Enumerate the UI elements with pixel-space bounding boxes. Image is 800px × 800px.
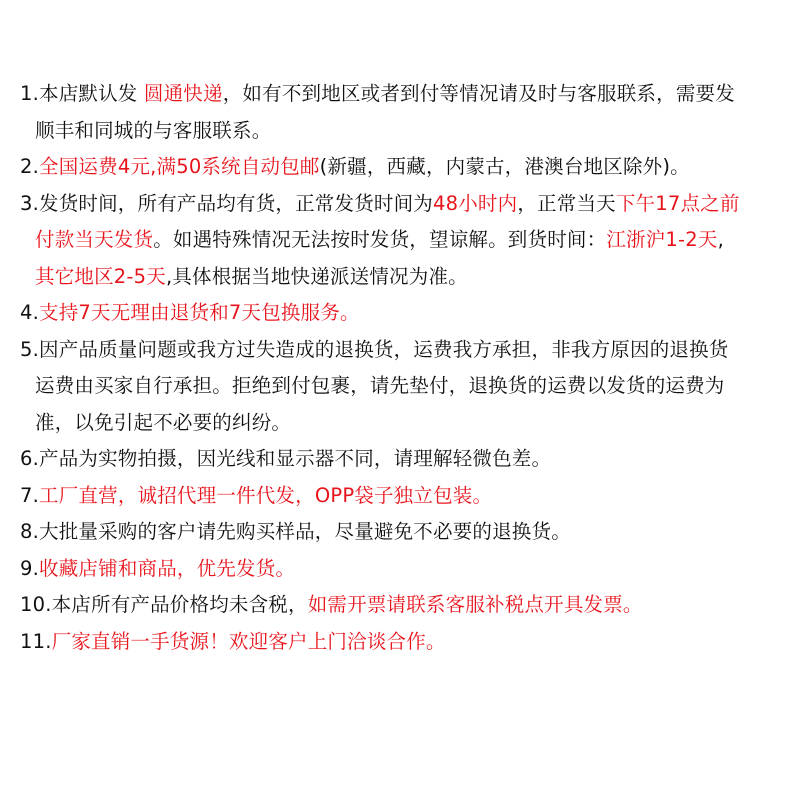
notice-line bbox=[20, 587, 780, 624]
notice-item-11 bbox=[20, 624, 780, 661]
notice-item-1 bbox=[20, 76, 780, 149]
notice-text: , bbox=[717, 228, 724, 251]
notice-text: ，正常当天 bbox=[517, 191, 616, 215]
notice-item-4 bbox=[20, 295, 780, 332]
notice-item-6 bbox=[20, 441, 780, 478]
notice-line bbox=[20, 551, 780, 588]
notice-text: 11. bbox=[20, 629, 52, 653]
notice-item-5 bbox=[20, 332, 780, 442]
highlight-text: 如需开票请联系客服补税点开具发票。 bbox=[307, 593, 643, 616]
notice-text: 5.因产品质量问题或我方过失造成的退换货，运费我方承担，非我方原因的退换货 bbox=[20, 337, 729, 361]
notice-line bbox=[20, 405, 780, 442]
notice-text: 8.大批量采购的客户请先购买样品，尽量避免不必要的退换货。 bbox=[20, 520, 571, 543]
notice-text: 运费由买家自行承担。拒绝到付包裹，请先垫付，退换货的运费以发货的运费为 bbox=[35, 374, 725, 397]
highlight-text: 48小时内 bbox=[433, 191, 518, 215]
notice-text: 2. bbox=[20, 155, 40, 178]
notice-line bbox=[20, 368, 780, 405]
notice-item-2 bbox=[20, 149, 780, 186]
highlight-text: 厂家直销一手货源！欢迎客户上门洽谈合作。 bbox=[51, 629, 446, 653]
highlight-text: 付款当天发货 bbox=[35, 228, 154, 251]
highlight-text: 江浙沪1-2天 bbox=[606, 228, 718, 251]
notice-text: 6.产品为实物拍摄，因光线和显示器不同，请理解轻微色差。 bbox=[20, 447, 552, 470]
highlight-text: 工厂直营，诚招代理一件代发，OPP袋子独立包装。 bbox=[39, 483, 493, 507]
notice-line bbox=[20, 149, 780, 186]
notice-line bbox=[20, 441, 780, 478]
notice-line bbox=[20, 295, 780, 332]
highlight-text: 收藏店铺和商品，优先发货。 bbox=[39, 556, 296, 580]
shop-notice-list bbox=[20, 76, 780, 660]
notice-item-8 bbox=[20, 514, 780, 551]
notice-text: 3.发货时间，所有产品均有货，正常发货时间为 bbox=[20, 191, 434, 215]
notice-text: 1.本店默认发 bbox=[20, 82, 144, 105]
notice-text: ，如有不到地区或者到付等情况请及时与客服联系，需要发 bbox=[222, 82, 735, 105]
notice-item-10 bbox=[20, 587, 780, 624]
notice-line bbox=[20, 222, 780, 259]
notice-text: 7. bbox=[20, 483, 40, 507]
highlight-text: 其它地区2-5天 bbox=[35, 264, 166, 288]
notice-text: 10.本店所有产品价格均未含税， bbox=[20, 593, 308, 616]
notice-line bbox=[20, 186, 780, 223]
highlight-text: 圆通快递 bbox=[143, 82, 223, 105]
notice-line bbox=[20, 113, 780, 150]
notice-item-7 bbox=[20, 478, 780, 515]
notice-text: 准，以免引起不必要的纠纷。 bbox=[35, 410, 292, 434]
notice-text: 9. bbox=[20, 556, 40, 580]
highlight-text: 全国运费4元,满50系统自动包邮 bbox=[39, 155, 320, 178]
notice-item-3 bbox=[20, 186, 780, 296]
highlight-text: 支持7天无理由退货和7天包换服务。 bbox=[39, 301, 360, 324]
notice-text: 。如遇特殊情况无法按时发货，望谅解。到货时间： bbox=[153, 228, 607, 251]
notice-line bbox=[20, 514, 780, 551]
notice-text: (新疆，西藏，内蒙古，港澳台地区除外)。 bbox=[319, 155, 690, 178]
notice-text: 4. bbox=[20, 301, 40, 324]
notice-item-9 bbox=[20, 551, 780, 588]
notice-line bbox=[20, 478, 780, 515]
highlight-text: 下午17点之前 bbox=[615, 191, 740, 215]
notice-text: ,具体根据当地快递派送情况为准。 bbox=[165, 264, 468, 288]
notice-line bbox=[20, 624, 780, 661]
notice-text: 顺丰和同城的与客服联系。 bbox=[35, 118, 272, 142]
notice-line bbox=[20, 76, 780, 113]
notice-line bbox=[20, 259, 780, 296]
notice-line bbox=[20, 332, 780, 369]
